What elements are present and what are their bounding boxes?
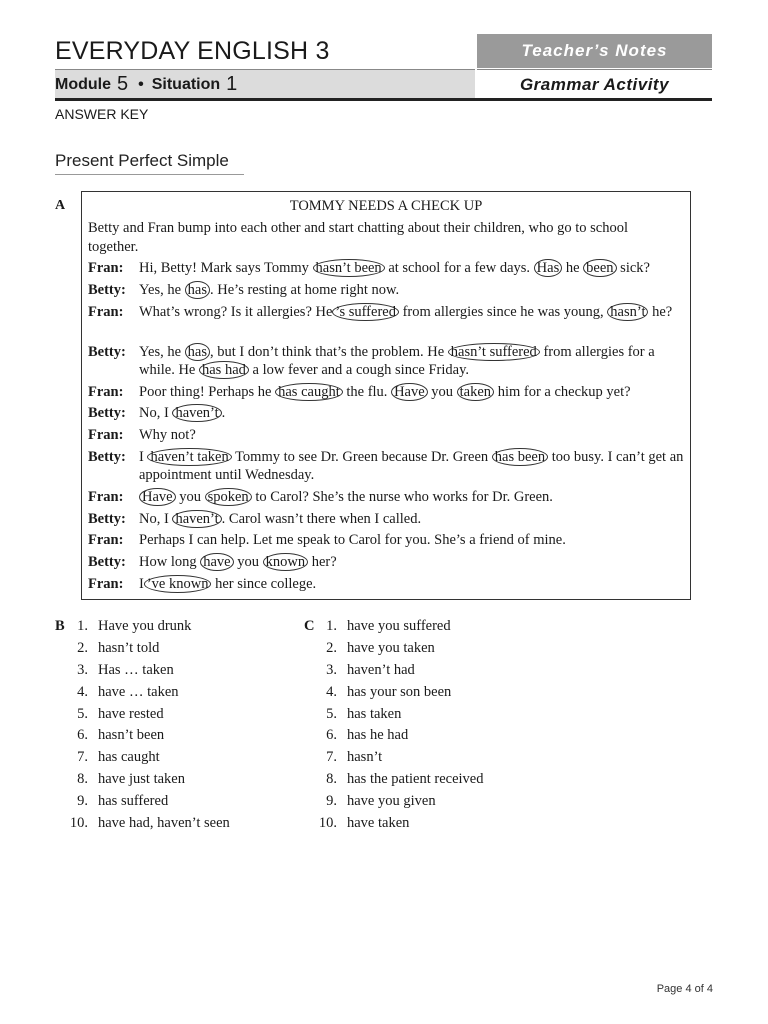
answer-circle: ’s suffered <box>332 303 399 321</box>
line-text: What’s wrong? Is it allergies? He ’s suffered from allergies since he was young, hasn’t he? <box>139 304 673 320</box>
line-text: Hi, Betty! Mark says Tommy hasn’t been at school for a few days. Has he been sick? <box>139 260 650 276</box>
situation-number: 1 <box>226 73 238 95</box>
header-divider <box>55 98 712 101</box>
answer-circle: hasn’t <box>607 303 648 321</box>
dialogue-line <box>88 404 684 422</box>
dialogue-line <box>88 531 684 549</box>
module-label: Module <box>55 75 111 93</box>
part-c-label: C <box>304 618 315 634</box>
dialogue-line <box>88 259 684 277</box>
part-b-label: B <box>55 618 65 634</box>
answer-circle: spoken <box>205 488 252 506</box>
speaker: Betty: <box>88 554 126 570</box>
answer-circle: haven’t <box>172 510 221 528</box>
answer-circle: has had <box>199 361 249 379</box>
line-text: No, I haven’t . <box>139 405 226 421</box>
speaker: Fran: <box>88 304 124 320</box>
teachers-notes-banner: Teacher’s Notes <box>477 34 712 68</box>
answer-key-label: ANSWER KEY <box>55 106 149 122</box>
dialogue-box <box>81 191 691 600</box>
book-title: EVERYDAY ENGLISH 3 <box>55 37 330 65</box>
answer-circle: known <box>263 553 308 571</box>
answer-circle: Has <box>534 259 563 277</box>
situation-label: Situation <box>151 75 221 93</box>
answer-circle: have <box>200 553 233 571</box>
answer-circle: hasn’t suffered <box>448 343 540 361</box>
dialogue-line <box>88 510 684 528</box>
answer-circle: has been <box>492 448 548 466</box>
dialogue-line <box>88 488 684 506</box>
speaker: Fran: <box>88 489 124 505</box>
line-text: No, I haven’t . Carol wasn’t there when I called. <box>139 511 422 527</box>
answer-circle: ’ve known <box>144 575 212 593</box>
answer-circle: Have <box>139 488 176 506</box>
dialogue-line <box>88 575 684 593</box>
speaker: Fran: <box>88 576 124 592</box>
page-number: Page 4 of 4 <box>656 983 713 995</box>
answer-circle: hasn’t been <box>313 259 385 277</box>
answer-circle: Have <box>391 383 428 401</box>
dialogue-line <box>88 448 684 484</box>
dialogue-line <box>88 303 684 321</box>
module-bar <box>55 69 475 99</box>
speaker: Fran: <box>88 260 124 276</box>
dialogue-intro: Betty and Fran bump into each other and start chatting about their children, who go to school together. <box>88 220 628 255</box>
section-title: Present Perfect Simple <box>55 151 244 175</box>
speaker: Fran: <box>88 532 124 548</box>
bullet: • <box>138 75 144 93</box>
dialogue-line <box>88 281 684 299</box>
module-number: 5 <box>117 73 129 95</box>
line-text: Have you spoken to Carol? She’s the nurse who works for Dr. Green. <box>139 488 684 506</box>
answer-circle: been <box>583 259 616 277</box>
speaker: Betty: <box>88 282 126 298</box>
dialogue-line <box>88 343 684 379</box>
activity-type: Grammar Activity <box>477 69 712 99</box>
answer-circle: has <box>185 343 210 361</box>
line-text: Yes, he has . He’s resting at home right now. <box>139 282 400 298</box>
speaker: Betty: <box>88 405 126 421</box>
line-text: Perhaps I can help. Let me speak to Carol for you. She’s a friend of mine. <box>139 532 566 548</box>
line-text: Yes, he has , but I don’t think that’s the problem. He hasn’t suffered from allergies for a while. He has had a low fever and a cough since Friday. <box>139 344 655 378</box>
speaker: Betty: <box>88 344 126 360</box>
speaker: Betty: <box>88 449 126 465</box>
line-text: I ’ve known her since college. <box>139 576 317 592</box>
dialogue-line <box>88 383 684 401</box>
answer-circle: haven’t taken <box>147 448 231 466</box>
answer-circle: has caught <box>275 383 343 401</box>
line-text: How long have you known her? <box>139 554 337 570</box>
dialogue-line <box>88 553 684 571</box>
answer-circle: has <box>185 281 210 299</box>
answer-circle: taken <box>457 383 494 401</box>
speaker: Fran: <box>88 384 124 400</box>
line-text: I haven’t taken Tommy to see Dr. Green because Dr. Green has been too busy. I can’t get an appointment until Wednesday. <box>139 449 684 483</box>
part-a-label: A <box>55 198 66 213</box>
speaker: Fran: <box>88 427 124 443</box>
dialogue-title: TOMMY NEEDS A CHECK UP <box>289 198 483 214</box>
answer-circle: haven’t <box>172 404 221 422</box>
line-text: Why not? <box>139 427 196 443</box>
dialogue-line <box>88 426 684 444</box>
speaker: Betty: <box>88 511 126 527</box>
line-text: Poor thing! Perhaps he has caught the flu. Have you taken him for a checkup yet? <box>139 384 631 400</box>
